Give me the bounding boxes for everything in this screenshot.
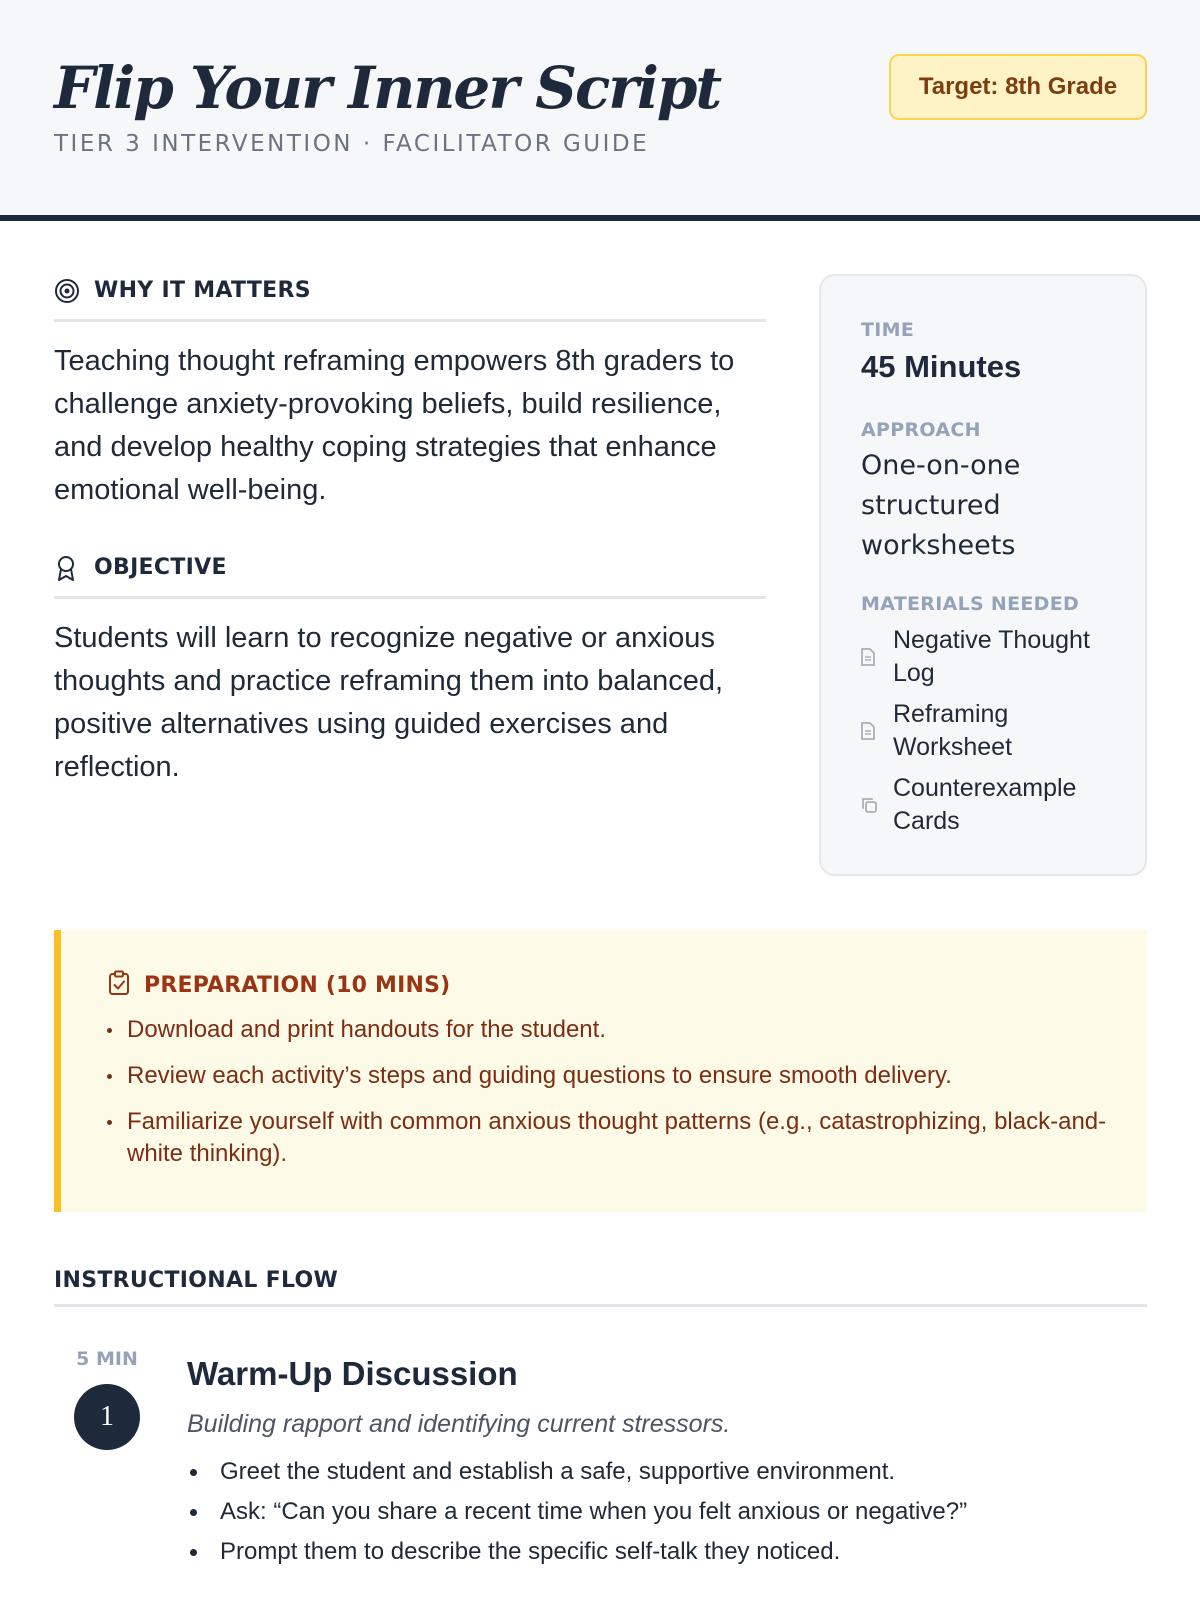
preparation-list: [127, 1014, 1127, 1184]
why-it-matters-text: Teaching thought reframing empowers 8th graders to challenge anxiety-provoking beliefs, build resilience, and develop healthy coping strategies that enhance emotional well-being.: [54, 345, 735, 506]
material-item: [861, 698, 1121, 764]
list-item: Ask: “Can you share a recent time when you felt anxious or negative?”: [220, 1496, 1120, 1528]
time-value: 45 Minutes: [861, 349, 1022, 384]
time-label: TIME: [861, 319, 915, 341]
approach-value: One-on-one structured worksheets: [861, 450, 1021, 561]
list-item: Prompt them to describe the specific self-talk they noticed.: [220, 1536, 1120, 1568]
document-icon: [861, 647, 893, 667]
material-label: Reframing Worksheet: [893, 700, 1013, 761]
preparation-heading: PREPARATION (10 MINS): [144, 972, 451, 998]
material-label: Negative Thought Log: [893, 626, 1090, 687]
session-info-card: [819, 274, 1147, 876]
list-item: Greet the student and establish a safe, supportive environment.: [220, 1456, 1120, 1488]
step-number-badge: 1: [74, 1384, 140, 1450]
page-title: Flip Your Inner Script: [54, 54, 721, 122]
step-duration: 5 MIN: [76, 1348, 138, 1370]
target-icon: [54, 276, 82, 306]
document-icon: [861, 721, 893, 741]
copy-icon: [861, 795, 893, 815]
material-label: Counterexample Cards: [893, 774, 1077, 835]
instructional-flow-heading: INSTRUCTIONAL FLOW: [54, 1266, 1147, 1307]
objective-header: [54, 553, 766, 599]
preparation-header: [108, 970, 450, 1000]
why-it-matters-heading: WHY IT MATTERS: [94, 278, 311, 303]
page-subtitle: TIER 3 INTERVENTION · FACILITATOR GUIDE: [54, 131, 650, 157]
material-item: [861, 624, 1121, 690]
award-icon: [54, 553, 82, 583]
list-item: Familiarize yourself with common anxious thought patterns (e.g., catastrophizing, black-and-white thinking).: [127, 1106, 1127, 1170]
step-items: [220, 1456, 1120, 1576]
materials-list: [861, 624, 1121, 846]
step-title: Warm-Up Discussion: [187, 1355, 518, 1392]
list-item: Review each activity’s steps and guiding questions to ensure smooth delivery.: [127, 1060, 1127, 1092]
list-item: Download and print handouts for the student.: [127, 1014, 1127, 1046]
objective-heading: OBJECTIVE: [94, 555, 227, 580]
page-header: [0, 0, 1200, 221]
step-subtitle: Building rapport and identifying current stressors.: [187, 1410, 731, 1438]
approach-label: APPROACH: [861, 419, 981, 441]
material-item: [861, 772, 1121, 838]
clipboard-check-icon: [108, 970, 130, 1000]
why-it-matters-header: [54, 276, 766, 322]
materials-label: MATERIALS NEEDED: [861, 593, 1080, 615]
preparation-callout: [54, 930, 1147, 1212]
grade-badge: Target: 8th Grade: [889, 54, 1147, 120]
objective-text: Students will learn to recognize negative or anxious thoughts and practice reframing them into balanced, positive alternatives using guided exercises and reflection.: [54, 622, 724, 783]
